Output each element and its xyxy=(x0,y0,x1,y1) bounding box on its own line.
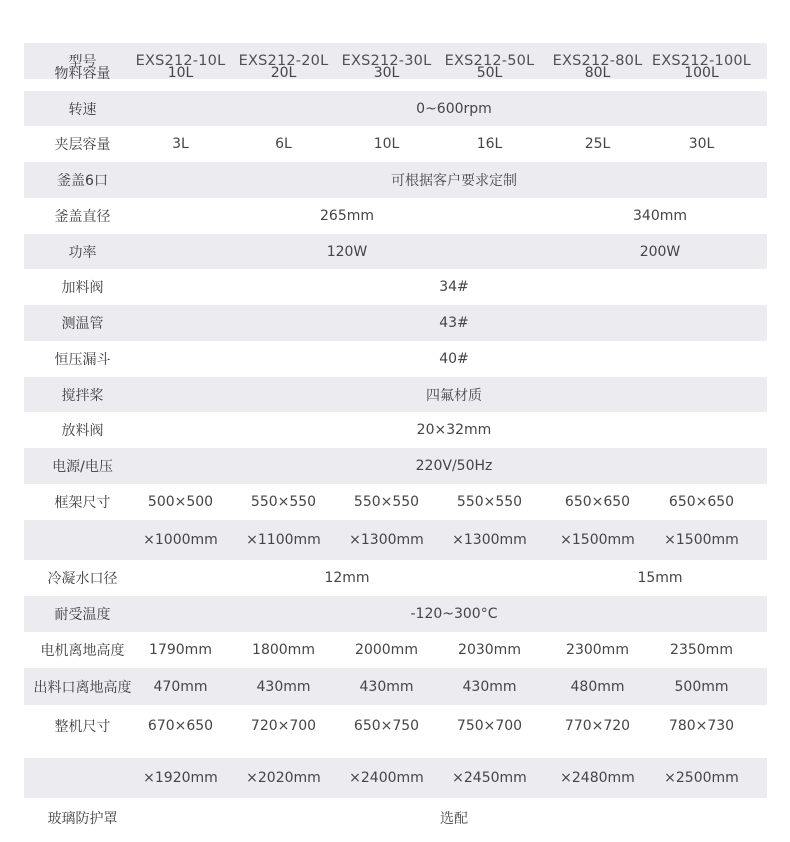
row-label: 出料口离地高度 xyxy=(33,679,132,696)
row-value: 四氟材质 xyxy=(426,387,482,404)
row-value: 6L xyxy=(275,136,292,152)
row-value: 34# xyxy=(439,279,469,295)
row-label: 冷凝水口径 xyxy=(47,571,118,587)
table-row xyxy=(24,758,767,798)
row-label: 转速 xyxy=(68,101,97,118)
table-row xyxy=(24,305,767,341)
row-value: 500×500 xyxy=(147,494,214,510)
row-value: 780×730 xyxy=(668,718,735,734)
row-value: 770×720 xyxy=(564,718,631,734)
model-name: EXS212-10L xyxy=(135,53,226,69)
row-label xyxy=(24,520,141,560)
table-row xyxy=(24,484,767,520)
row-value: 500mm xyxy=(674,678,729,695)
row-value: 670×650 xyxy=(147,718,214,734)
row-value: 1790mm xyxy=(149,642,212,658)
row-value: ×1920mm xyxy=(143,770,218,786)
row-value: 43# xyxy=(439,315,469,331)
row-label: 功率 xyxy=(68,244,97,261)
table-row xyxy=(24,269,767,305)
row-value: 20L xyxy=(270,65,297,81)
row-value: 220V/50Hz xyxy=(415,458,493,474)
model-name: EXS212-30L xyxy=(341,53,432,69)
model-name: EXS212-20L xyxy=(238,53,329,69)
row-value: 100L xyxy=(684,65,719,81)
header-label: 型号 xyxy=(68,54,97,70)
row-value: ×1300mm xyxy=(452,532,527,548)
row-value: 200W xyxy=(639,243,681,260)
table-row xyxy=(24,55,767,91)
row-value: 430mm xyxy=(256,678,311,695)
row-label: 测温管 xyxy=(61,316,104,332)
table-row xyxy=(24,377,767,412)
row-value: 15mm xyxy=(637,570,683,586)
row-value: 30L xyxy=(373,65,400,81)
row-value: -120~300°C xyxy=(410,606,498,622)
row-label: 物料容量 xyxy=(54,66,111,82)
row-label: 整机尺寸 xyxy=(54,719,111,735)
row-value: 20×32mm xyxy=(416,422,492,438)
row-value: 2350mm xyxy=(670,642,733,658)
row-label: 加料阀 xyxy=(61,280,104,296)
row-label: 釜盖6口 xyxy=(57,173,108,189)
row-value: 650×650 xyxy=(564,494,631,510)
table-row xyxy=(24,668,767,705)
row-value: 3L xyxy=(172,136,189,152)
row-value: ×2500mm xyxy=(664,770,739,786)
row-value: 10L xyxy=(167,65,194,81)
table-row xyxy=(24,798,767,838)
row-value: 430mm xyxy=(462,678,517,695)
row-value: 2300mm xyxy=(566,642,629,658)
row-value: ×1500mm xyxy=(664,532,739,548)
row-value: ×1100mm xyxy=(246,532,321,548)
row-value: 750×700 xyxy=(456,718,523,734)
row-label: 电机离地高度 xyxy=(40,643,125,659)
row-value: 550×550 xyxy=(456,494,523,510)
row-value: 30L xyxy=(688,136,715,152)
row-value: 可根据客户要求定制 xyxy=(391,173,517,189)
table-row xyxy=(24,632,767,668)
row-value: 80L xyxy=(584,65,611,81)
row-label: 框架尺寸 xyxy=(54,495,111,511)
table-row xyxy=(24,91,767,126)
row-label: 电源/电压 xyxy=(52,459,113,475)
row-label: 釜盖直径 xyxy=(54,209,111,225)
table-row xyxy=(24,596,767,632)
model-name: EXS212-100L xyxy=(651,53,752,69)
row-value: 650×650 xyxy=(668,494,735,510)
row-value: 50L xyxy=(476,65,503,81)
row-label: 耐受温度 xyxy=(54,607,111,623)
table-row xyxy=(24,341,767,377)
row-label: 玻璃防护罩 xyxy=(47,811,118,827)
row-value: 480mm xyxy=(570,678,625,695)
row-value: ×2400mm xyxy=(349,770,424,786)
table-row xyxy=(24,198,767,234)
table-row xyxy=(24,448,767,484)
table-row xyxy=(24,162,767,198)
row-value: ×1500mm xyxy=(560,532,635,548)
table-row xyxy=(24,412,767,448)
row-value: 2000mm xyxy=(355,642,418,658)
model-name: EXS212-80L xyxy=(552,53,643,69)
table-row xyxy=(24,126,767,162)
row-label: 搅拌桨 xyxy=(61,387,104,404)
row-value: 470mm xyxy=(153,678,208,695)
row-value: 40# xyxy=(439,351,469,367)
row-value: 选配 xyxy=(440,811,468,827)
row-value: ×1300mm xyxy=(349,532,424,548)
row-value: 120W xyxy=(326,243,368,260)
row-label: 放料阀 xyxy=(61,423,104,439)
row-value: ×2020mm xyxy=(246,770,321,786)
table-row xyxy=(24,234,767,269)
table-row xyxy=(24,520,767,560)
row-value: ×2450mm xyxy=(452,770,527,786)
table-row xyxy=(24,705,767,747)
row-value: 16L xyxy=(476,136,503,152)
row-value: 10L xyxy=(373,136,400,152)
row-value: 650×750 xyxy=(353,718,420,734)
model-name: EXS212-50L xyxy=(444,53,535,69)
row-value: 550×550 xyxy=(250,494,317,510)
row-label: 恒压漏斗 xyxy=(54,352,111,368)
row-value: 12mm xyxy=(324,570,370,586)
row-value: 340mm xyxy=(633,208,687,224)
row-label: 夹层容量 xyxy=(54,137,111,153)
row-value: 720×700 xyxy=(250,718,317,734)
row-value: 0~600rpm xyxy=(416,100,492,117)
row-value: 430mm xyxy=(359,678,414,695)
row-value: ×1000mm xyxy=(143,532,218,548)
row-value: 25L xyxy=(584,136,611,152)
table-row xyxy=(24,560,767,596)
row-value: ×2480mm xyxy=(560,770,635,786)
row-value: 1800mm xyxy=(252,642,315,658)
row-value: 265mm xyxy=(320,208,374,224)
row-label xyxy=(24,758,141,798)
row-value: 550×550 xyxy=(353,494,420,510)
row-value: 2030mm xyxy=(458,642,521,658)
